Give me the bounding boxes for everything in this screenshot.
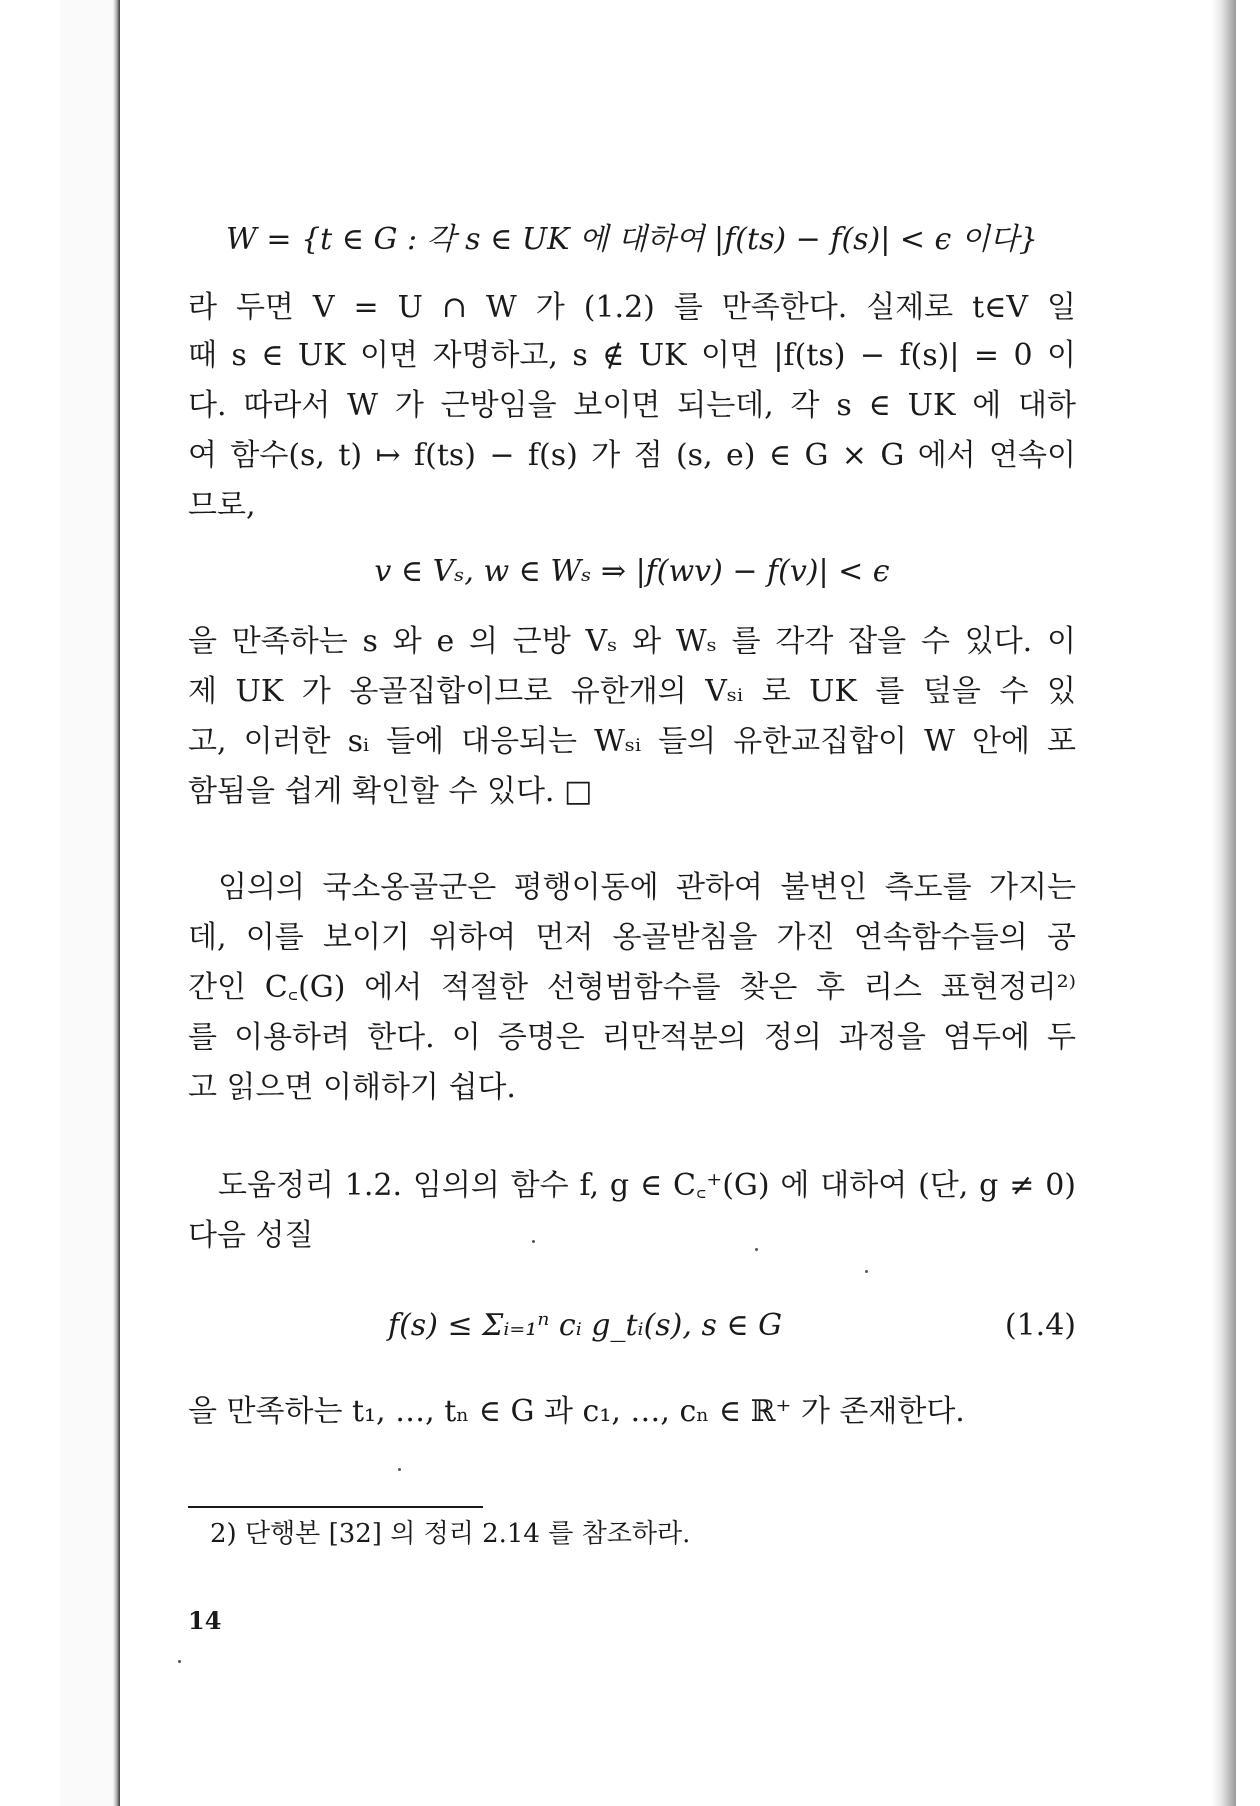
- scan-speck: [865, 1270, 868, 1273]
- text-line: 라 두면 V = U ∩ W 가 (1.2) 를 만족한다. 실제로 t∈V 일: [188, 290, 1076, 325]
- paragraph-start: 임의의 국소옹골군은 평행이동에 관하여 불변인 측도를 가지는: [218, 870, 1076, 905]
- page-left-edge-shadow: [60, 0, 120, 1806]
- text-line: 를 이용하려 한다. 이 증명은 리만적분의 정의 과정을 염두에 두: [188, 1020, 1076, 1055]
- text-line: 고, 이러한 sᵢ 들에 대응되는 Wₛᵢ 들의 유한교집합이 W 안에 포: [188, 724, 1076, 759]
- scan-speck: [755, 1248, 758, 1251]
- text-line: 다. 따라서 W 가 근방임을 보이면 되는데, 각 s ∈ UK 에 대하: [188, 388, 1076, 423]
- scan-speck: [178, 1660, 181, 1663]
- text-line: 므로,: [188, 488, 256, 523]
- text-line: 간인 C꜀(G) 에서 적절한 선형범함수를 찾은 후 리스 표현정리²⁾: [188, 970, 1076, 1005]
- text-line: 제 UK 가 옹골집합이므로 유한개의 Vₛᵢ 로 UK 를 덮을 수 있: [188, 674, 1076, 709]
- text-line: 데, 이를 보이기 위하여 먼저 옹골받침을 가진 연속함수들의 공: [188, 920, 1076, 955]
- footnote: 2) 단행본 [32] 의 정리 2.14 를 참조하라.: [210, 1519, 691, 1549]
- equation-number: (1.4): [1004, 1308, 1076, 1343]
- text-line: 다음 성질: [188, 1218, 314, 1253]
- equation-w-set: W = {t ∈ G : 각 s ∈ UK 에 대하여 |f(ts) − f(s)| < ϵ 이다}: [226, 222, 1038, 257]
- text-line: 때 s ∈ UK 이면 자명하고, s ∉ UK 이면 |f(ts) − f(s)| = 0 이: [188, 338, 1076, 373]
- page-number: 14: [188, 1606, 222, 1635]
- text-line: 을 만족하는 t₁, …, tₙ ∈ G 과 c₁, …, cₙ ∈ ℝ⁺ 가 존재한다.: [188, 1394, 965, 1429]
- text-line: 여 함수(s, t) ↦ f(ts) − f(s) 가 점 (s, e) ∈ G × G 에서 연속이: [188, 438, 1076, 473]
- equation-1-4-body: f(s) ≤ Σᵢ₌₁ⁿ cᵢ g_tᵢ(s), s ∈ G: [388, 1308, 783, 1343]
- scan-speck: [532, 1240, 535, 1243]
- equation-1-4: [188, 1306, 1076, 1356]
- equation-neighborhood: v ∈ Vₛ, w ∈ Wₛ ⇒ |f(wv) − f(v)| < ϵ: [374, 554, 890, 589]
- lemma-heading: 도움정리 1.2. 임의의 함수 f, g ∈ C꜀⁺(G) 에 대하여 (단, g ≠ 0): [218, 1168, 1076, 1203]
- scan-speck: [398, 1468, 401, 1471]
- text-line: 고 읽으면 이해하기 쉽다.: [188, 1070, 516, 1105]
- text-line-proof-end: 함됨을 쉽게 확인할 수 있다. □: [188, 774, 593, 809]
- page-right-edge-shadow: [1212, 0, 1236, 1806]
- footnote-rule: [188, 1506, 483, 1508]
- text-line: 을 만족하는 s 와 e 의 근방 Vₛ 와 Wₛ 를 각각 잡을 수 있다. 이: [188, 624, 1076, 659]
